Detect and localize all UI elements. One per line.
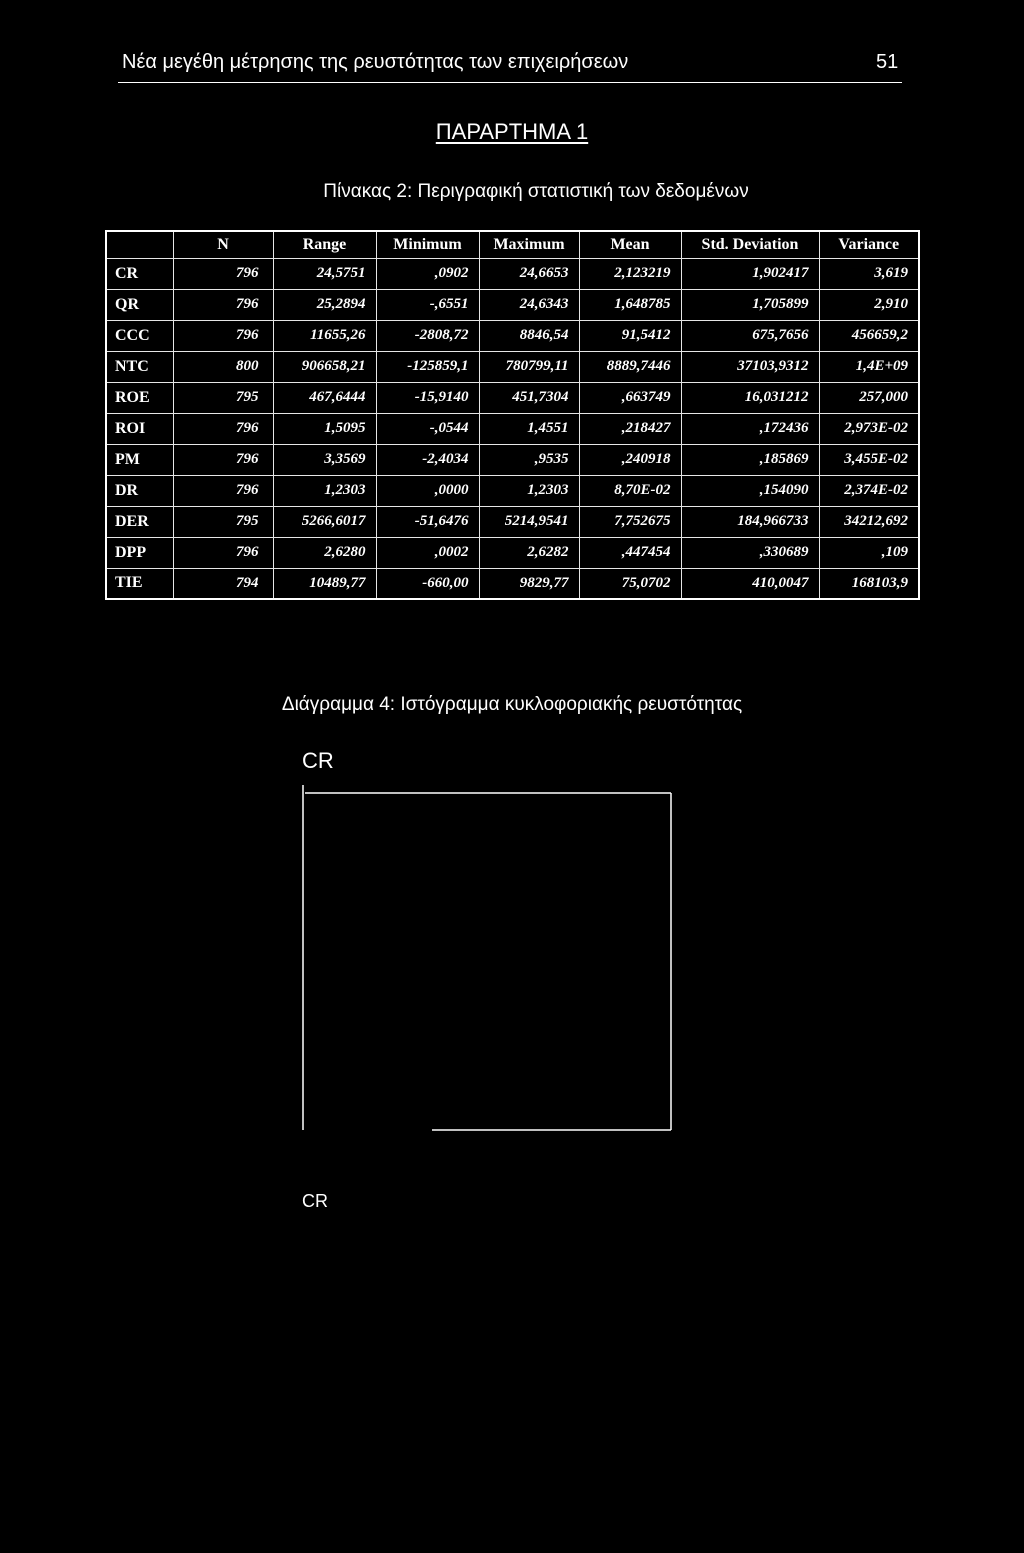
- column-header-maximum: Maximum: [479, 231, 579, 258]
- row-label: CCC: [106, 320, 173, 351]
- cell-variance: 168103,9: [819, 568, 919, 599]
- cell-mean: ,663749: [579, 382, 681, 413]
- cell-mean: 1,648785: [579, 289, 681, 320]
- cell-std-deviation: 16,031212: [681, 382, 819, 413]
- cell-maximum: 1,2303: [479, 475, 579, 506]
- cell-minimum: -51,6476: [376, 506, 479, 537]
- histogram-x-axis-label: CR: [302, 1191, 328, 1211]
- column-header-mean: Mean: [579, 231, 681, 258]
- cell-minimum: -2808,72: [376, 320, 479, 351]
- cell-range: 11655,26: [273, 320, 376, 351]
- cell-mean: 2,123219: [579, 258, 681, 289]
- row-label: PM: [106, 444, 173, 475]
- header-rule: [118, 82, 902, 83]
- cell-maximum: 24,6653: [479, 258, 579, 289]
- table-row: [106, 444, 919, 475]
- cell-range: 10489,77: [273, 568, 376, 599]
- cell-minimum: -660,00: [376, 568, 479, 599]
- cell-std-deviation: 1,705899: [681, 289, 819, 320]
- cell-maximum: 8846,54: [479, 320, 579, 351]
- cell-mean: 75,0702: [579, 568, 681, 599]
- cell-n: 796: [173, 320, 273, 351]
- cell-n: 796: [173, 537, 273, 568]
- cell-maximum: 9829,77: [479, 568, 579, 599]
- cell-std-deviation: ,154090: [681, 475, 819, 506]
- cell-variance: ,109: [819, 537, 919, 568]
- cell-minimum: -,0544: [376, 413, 479, 444]
- cell-n: 796: [173, 413, 273, 444]
- cell-maximum: 24,6343: [479, 289, 579, 320]
- cell-n: 796: [173, 289, 273, 320]
- cell-variance: 2,910: [819, 289, 919, 320]
- cell-n: 795: [173, 382, 273, 413]
- row-label: CR: [106, 258, 173, 289]
- cell-std-deviation: 184,966733: [681, 506, 819, 537]
- cell-range: 25,2894: [273, 289, 376, 320]
- table-row: [106, 320, 919, 351]
- column-header-std-deviation: Std. Deviation: [681, 231, 819, 258]
- column-header-minimum: Minimum: [376, 231, 479, 258]
- appendix-title: ΠΑΡΑΡΤΗΜΑ 1: [435, 119, 589, 144]
- column-header-n: N: [173, 231, 273, 258]
- cell-variance: 456659,2: [819, 320, 919, 351]
- cell-minimum: -,6551: [376, 289, 479, 320]
- cell-n: 800: [173, 351, 273, 382]
- cell-minimum: -2,4034: [376, 444, 479, 475]
- cell-range: 5266,6017: [273, 506, 376, 537]
- cell-minimum: -15,9140: [376, 382, 479, 413]
- column-header-range: Range: [273, 231, 376, 258]
- row-label: DPP: [106, 537, 173, 568]
- row-label: ROI: [106, 413, 173, 444]
- cell-maximum: 2,6282: [479, 537, 579, 568]
- cell-n: 796: [173, 475, 273, 506]
- cell-minimum: ,0000: [376, 475, 479, 506]
- row-label: QR: [106, 289, 173, 320]
- cell-n: 794: [173, 568, 273, 599]
- table-row: [106, 382, 919, 413]
- table-caption: Πίνακας 2: Περιγραφική στατιστική των δεδομένων: [323, 181, 749, 202]
- histogram-frame: [290, 780, 680, 1140]
- corner-cell: [106, 231, 173, 258]
- cell-std-deviation: 37103,9312: [681, 351, 819, 382]
- cell-range: 1,5095: [273, 413, 376, 444]
- table-head: [106, 231, 919, 258]
- cell-std-deviation: 1,902417: [681, 258, 819, 289]
- row-label: DER: [106, 506, 173, 537]
- cell-range: 1,2303: [273, 475, 376, 506]
- cell-minimum: ,0002: [376, 537, 479, 568]
- row-label: DR: [106, 475, 173, 506]
- table-row: [106, 506, 919, 537]
- column-header-variance: Variance: [819, 231, 919, 258]
- cell-mean: ,240918: [579, 444, 681, 475]
- cell-maximum: 780799,11: [479, 351, 579, 382]
- cell-variance: 2,973E-02: [819, 413, 919, 444]
- cell-maximum: 1,4551: [479, 413, 579, 444]
- cell-range: 906658,21: [273, 351, 376, 382]
- cell-maximum: ,9535: [479, 444, 579, 475]
- cell-std-deviation: 410,0047: [681, 568, 819, 599]
- cell-minimum: ,0902: [376, 258, 479, 289]
- cell-variance: 3,619: [819, 258, 919, 289]
- row-label: ROE: [106, 382, 173, 413]
- row-label: NTC: [106, 351, 173, 382]
- page-number: 51: [876, 51, 899, 73]
- cell-minimum: -125859,1: [376, 351, 479, 382]
- cell-n: 796: [173, 444, 273, 475]
- cell-range: 467,6444: [273, 382, 376, 413]
- cell-mean: 91,5412: [579, 320, 681, 351]
- cell-variance: 2,374E-02: [819, 475, 919, 506]
- table-row: [106, 537, 919, 568]
- cell-variance: 257,000: [819, 382, 919, 413]
- cell-mean: 8889,7446: [579, 351, 681, 382]
- cell-range: 24,5751: [273, 258, 376, 289]
- table-header-row: [106, 231, 919, 258]
- cell-mean: ,447454: [579, 537, 681, 568]
- cell-std-deviation: ,330689: [681, 537, 819, 568]
- cell-std-deviation: 675,7656: [681, 320, 819, 351]
- cell-range: 2,6280: [273, 537, 376, 568]
- cell-mean: ,218427: [579, 413, 681, 444]
- row-label: TIE: [106, 568, 173, 599]
- cell-std-deviation: ,185869: [681, 444, 819, 475]
- table-row: [106, 475, 919, 506]
- descriptive-statistics-table: [105, 230, 920, 600]
- table-row: [106, 413, 919, 444]
- cell-n: 795: [173, 506, 273, 537]
- cell-maximum: 451,7304: [479, 382, 579, 413]
- cell-mean: 7,752675: [579, 506, 681, 537]
- cell-variance: 34212,692: [819, 506, 919, 537]
- figure-caption: Διάγραμμα 4: Ιστόγραμμα κυκλοφοριακής ρευστότητας: [281, 694, 743, 715]
- table-row: [106, 258, 919, 289]
- table-body: [106, 258, 919, 599]
- running-title: Νέα μεγέθη μέτρησης της ρευστότητας των επιχειρήσεων: [122, 51, 629, 73]
- cell-variance: 3,455E-02: [819, 444, 919, 475]
- histogram-title: CR: [302, 748, 334, 773]
- cell-range: 3,3569: [273, 444, 376, 475]
- table-row: [106, 351, 919, 382]
- cell-maximum: 5214,9541: [479, 506, 579, 537]
- cell-n: 796: [173, 258, 273, 289]
- cell-std-deviation: ,172436: [681, 413, 819, 444]
- cell-mean: 8,70E-02: [579, 475, 681, 506]
- cell-variance: 1,4E+09: [819, 351, 919, 382]
- table-row: [106, 568, 919, 599]
- table-row: [106, 289, 919, 320]
